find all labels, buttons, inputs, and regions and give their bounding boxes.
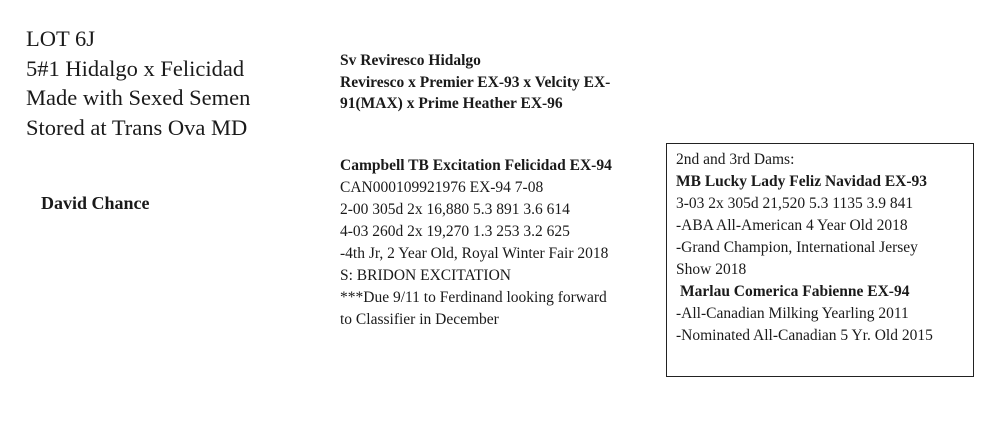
dams-box (666, 143, 974, 377)
lot-header (26, 24, 326, 142)
dam-record: 2-00 305d 2x 16,880 5.3 891 3.6 614 (340, 201, 570, 218)
third-dam-line: -Nominated All-Canadian 5 Yr. Old 2015 (676, 327, 933, 344)
dam-block (340, 155, 660, 331)
lot-semen-note: Made with Sexed Semen (26, 85, 251, 110)
dam-note: ***Due 9/11 to Ferdinand looking forward (340, 289, 607, 306)
dam-note: to Classifier in December (340, 311, 499, 328)
second-dam-line: -Grand Champion, International Jersey (676, 239, 918, 256)
second-dam-name: MB Lucky Lady Feliz Navidad EX-93 (676, 173, 928, 190)
consignor-name: David Chance (41, 193, 150, 213)
sire-pedigree-line: 91(MAX) x Prime Heather EX-96 (340, 95, 563, 112)
second-dam-line: -ABA All-American 4 Year Old 2018 (676, 217, 908, 234)
second-dam-line: Show 2018 (676, 261, 747, 278)
dam-award: -4th Jr, 2 Year Old, Royal Winter Fair 2018 (340, 245, 609, 262)
lot-storage-note: Stored at Trans Ova MD (26, 114, 248, 140)
sire-block (340, 50, 650, 115)
dam-sire: S: BRIDON EXCITATION (340, 267, 511, 284)
dam-record: 4-03 260d 2x 19,270 1.3 253 3.2 625 (340, 223, 570, 240)
third-dam-line: -All-Canadian Milking Yearling 2011 (676, 305, 909, 322)
second-dam-line: 3-03 2x 305d 21,520 5.3 1135 3.9 841 (676, 195, 914, 212)
third-dam-name: Marlau Comerica Fabienne EX-94 (680, 283, 910, 300)
lot-number: LOT 6J (26, 26, 95, 51)
dams-heading: 2nd and 3rd Dams: (676, 151, 795, 168)
dam-name: Campbell TB Excitation Felicidad EX-94 (340, 157, 612, 174)
sire-name: Sv Reviresco Hidalgo (340, 52, 481, 69)
dam-registration: CAN000109921976 EX-94 7-08 (340, 179, 544, 196)
lot-mating: 5#1 Hidalgo x Felicidad (26, 55, 245, 81)
sire-pedigree-line: Reviresco x Premier EX-93 x Velcity EX- (340, 73, 611, 91)
